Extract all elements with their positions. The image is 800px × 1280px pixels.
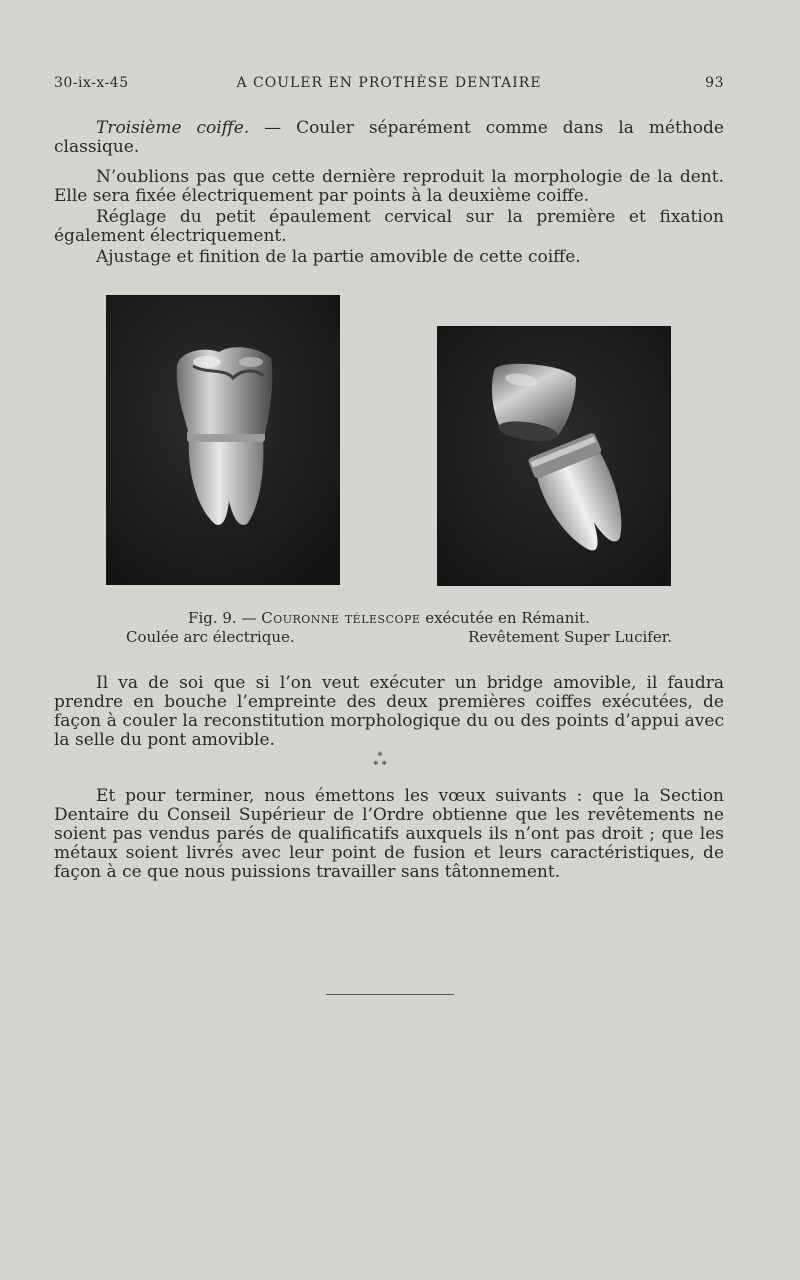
- caption-line-2: [54, 628, 724, 647]
- caption-suffix: exécutée en Rémanit.: [420, 609, 590, 627]
- caption-right: Revêtement Super Lucifer.: [468, 628, 672, 646]
- page-number: 93: [705, 75, 724, 91]
- caption-prefix: Fig. 9. —: [188, 609, 262, 627]
- paragraph-ajustage: Ajustage et finition de la partie amovible de cette coiffe.: [96, 247, 581, 267]
- caption-line-1: [54, 609, 724, 628]
- paragraph-troisieme-coiffe: [54, 119, 724, 157]
- paragraph-conclusion: Et pour terminer, nous émettons les vœux suivants : que la Section Dentaire du Conseil Supérieur de l’Ordre obtienne que les revêtements ne soient pas vendus parés de qualificatifs auxquels ils n’ont pas droit ; que les métaux soient livrés avec leur point de fusion et leurs caractéristiques, de façon à ce que nous puissions travailler sans tâtonnement.: [54, 786, 724, 882]
- section-separator-stars: [360, 752, 400, 770]
- header-date: 30-ix-x-45: [54, 75, 129, 91]
- stars-top: *: [377, 751, 383, 762]
- paragraph-reglage: Réglage du petit épaulement cervical sur la première et fixation également électriquement.: [54, 207, 724, 246]
- caption-left: Coulée arc électrique.: [126, 628, 295, 646]
- paragraph-bridge-amovible: Il va de soi que si l’on veut exécuter un bridge amovible, il faudra prendre en bouche l’empreinte des deux premières coiffes exécutées, de façon à couler la reconstitution morphologique du ou des points d’appui avec la selle du pont amovible.: [54, 673, 724, 750]
- paragraph-text: — Couler séparément comme dans la méthode classique.: [54, 118, 724, 157]
- paragraph-lead: Troisième coiffe.: [96, 118, 250, 138]
- caption-title: Couronne télescope: [261, 609, 421, 627]
- header-title: A COULER EN PROTHÈSE DENTAIRE: [236, 75, 542, 91]
- figure-caption: [54, 609, 724, 647]
- paragraph-morphologie: N’oublions pas que cette dernière reproduit la morphologie de la dent. Elle sera fixée électriquement par points à la deuxième coiffe.: [54, 167, 724, 206]
- end-rule: [326, 994, 454, 995]
- stars-bottom: * *: [373, 760, 387, 771]
- photo-telescope-crown: [438, 327, 670, 585]
- photo-tooth-with-crown: [107, 296, 339, 584]
- tooth-crown-illustration: [107, 296, 339, 584]
- telescope-crown-illustration: [438, 327, 670, 585]
